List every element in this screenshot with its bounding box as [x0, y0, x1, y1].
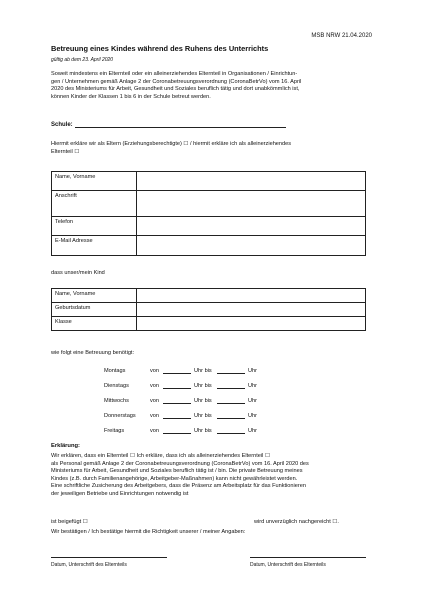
attached-checkbox-label[interactable]: ist beigefügt ☐: [51, 519, 88, 525]
explanation-line: Ministeriums für Arbeit, Gesundheit und Soziales beruflich tätig ist / bin. Die private Betreuung meines: [51, 468, 303, 475]
child-name-label: Name, Vorname: [52, 289, 137, 303]
day-label: Donnerstags: [104, 413, 136, 419]
from-label: von: [150, 383, 160, 389]
explanation-heading: Erklärung:: [51, 443, 80, 449]
school-label: Schule:: [51, 122, 73, 128]
signature-line-left[interactable]: [51, 557, 167, 558]
end-label: Uhr: [248, 398, 258, 404]
signature-line-right[interactable]: [250, 557, 366, 558]
reference-code: MSB NRW 21.04.2020: [311, 33, 372, 39]
child-name-field[interactable]: [137, 289, 366, 303]
parent-phone-field[interactable]: [137, 217, 366, 236]
validity-note: gültig ab dem 23. April 2020: [51, 57, 114, 63]
child-info-table: [51, 288, 366, 331]
end-label: Uhr: [248, 368, 258, 374]
explanation-line: Kindes (z.B. durch Familienangehörige, Arbeitgeber-Maßnahmen) kann nicht gewährleistet werden.: [51, 475, 298, 482]
to-label: Uhr bis: [194, 398, 212, 404]
end-label: Uhr: [248, 428, 258, 434]
from-label: von: [150, 428, 160, 434]
to-label: Uhr bis: [194, 368, 212, 374]
end-time-field[interactable]: [217, 413, 245, 419]
parents-declaration-line: Hiermit erkläre wir als Eltern (Erziehungsberechtigte) ☐ / hiermit erkläre ich als alleinerziehendes: [51, 141, 292, 147]
schedule-row-monday: [0, 368, 424, 377]
start-time-field[interactable]: [163, 398, 191, 404]
schedule-row-wednesday: [0, 398, 424, 407]
start-time-field[interactable]: [163, 383, 191, 389]
end-time-field[interactable]: [217, 368, 245, 374]
child-class-field[interactable]: [137, 317, 366, 331]
table-row: [52, 172, 366, 191]
start-time-field[interactable]: [163, 368, 191, 374]
table-row: [52, 236, 366, 256]
schedule-row-thursday: [0, 413, 424, 422]
intro-line: können Kinder der Klassen 1 bis 6 in der Schule betreut werden.: [51, 93, 211, 100]
form-title: Betreuung eines Kindes während des Ruhens des Unterrichts: [51, 44, 269, 53]
schedule-intro: wie folgt eine Betreuung benötigt:: [51, 350, 135, 356]
table-row: [52, 289, 366, 303]
signature-caption-left: Datum, Unterschrift des Elternteils: [51, 562, 127, 568]
schedule-row-tuesday: [0, 383, 424, 392]
parents-declaration-line: Elternteil ☐: [51, 148, 80, 155]
explanation-line: Eine schriftliche Zusicherung des Arbeitgebers, dass die Präsenz am Arbeitsplatz für das Funktionieren: [51, 483, 306, 490]
intro-line: gen / Unternehmen gemäß Anlage 2 der Coronabetreuungsverordnung (CoronaBetrVo) vom 16. April: [51, 78, 302, 85]
child-class-label: Klasse: [52, 317, 137, 331]
end-label: Uhr: [248, 383, 258, 389]
from-label: von: [150, 398, 160, 404]
schedule-row-friday: [0, 428, 424, 437]
from-label: von: [150, 413, 160, 419]
confirmation-statement: Wir bestätigen / Ich bestätige hiermit die Richtigkeit unserer / meiner Angaben:: [51, 529, 246, 535]
parent-address-label: Anschrift: [52, 191, 137, 217]
intro-line: 2020 des Ministeriums für Arbeit, Gesundheit und Soziales beruflich tätig und dort unabkömmlich ist,: [51, 86, 300, 93]
table-row: [52, 303, 366, 317]
from-label: von: [150, 368, 160, 374]
table-row: [52, 191, 366, 217]
day-label: Mittwochs: [104, 398, 129, 404]
child-birthdate-label: Geburtsdatum: [52, 303, 137, 317]
explanation-line: der jeweiligen Betriebe und Einrichtungen notwendig ist: [51, 490, 189, 497]
intro-line: Soweit mindestens ein Elternteil oder ein alleinerziehendes Elternteil in Organisationen / Einrichtun-: [51, 71, 298, 77]
parent-phone-label: Telefon: [52, 217, 137, 236]
table-row: [52, 217, 366, 236]
explanation-paragraph: [51, 453, 381, 499]
end-time-field[interactable]: [217, 398, 245, 404]
start-time-field[interactable]: [163, 413, 191, 419]
day-label: Montags: [104, 368, 126, 374]
end-time-field[interactable]: [217, 428, 245, 434]
to-label: Uhr bis: [194, 428, 212, 434]
start-time-field[interactable]: [163, 428, 191, 434]
day-label: Dienstags: [104, 383, 129, 389]
explanation-line: Wir erklären, dass ein Elternteil ☐ Ich erkläre, dass ich als alleinerziehendes Elternteil ☐: [51, 453, 270, 459]
parent-info-table: [51, 171, 366, 256]
table-row: [52, 317, 366, 331]
submitted-later-checkbox-label[interactable]: wird unverzüglich nachgereicht ☐.: [254, 519, 339, 525]
child-intro: dass unser/mein Kind: [51, 270, 105, 276]
parent-name-label: Name, Vorname: [52, 172, 137, 191]
parents-declaration: [51, 141, 373, 156]
end-label: Uhr: [248, 413, 258, 419]
to-label: Uhr bis: [194, 383, 212, 389]
parent-name-field[interactable]: [137, 172, 366, 191]
end-time-field[interactable]: [217, 383, 245, 389]
parent-email-field[interactable]: [137, 236, 366, 256]
parent-email-label: E-Mail Adresse: [52, 236, 137, 256]
child-birthdate-field[interactable]: [137, 303, 366, 317]
signature-caption-right: Datum, Unterschrift des Elternteils: [250, 562, 326, 568]
day-label: Freitags: [104, 428, 125, 434]
school-field[interactable]: [75, 127, 286, 128]
to-label: Uhr bis: [194, 413, 212, 419]
explanation-line: als Personal gemäß Anlage 2 der Coronabetreuungsverordnung (CoronaBetrVo) vom 16. April 2020 des: [51, 460, 309, 467]
parent-address-field[interactable]: [137, 191, 366, 217]
intro-paragraph: [51, 71, 373, 101]
